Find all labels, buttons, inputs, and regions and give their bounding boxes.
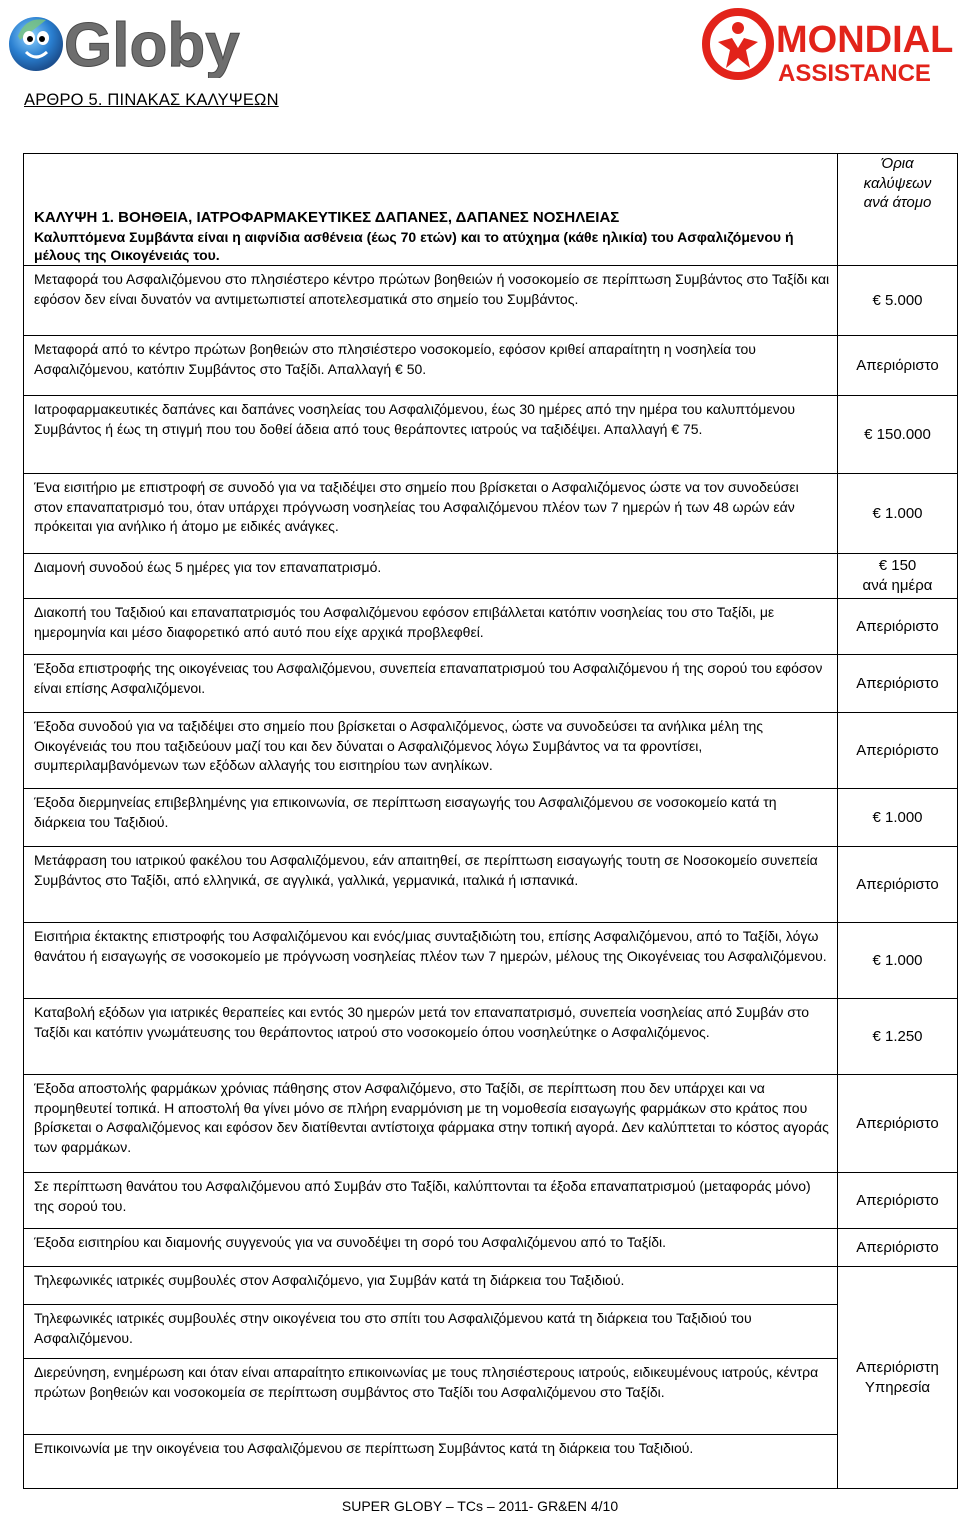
service-row (24, 1267, 958, 1305)
limit-value: Απεριόριστο (856, 674, 939, 692)
limit-value: Απεριόριστο (856, 1191, 939, 1209)
table-row (24, 655, 958, 713)
table-row (24, 266, 958, 336)
service-item-text: Τηλεφωνικές ιατρικές συμβουλές στην οικογένεια του στο σπίτι του Ασφαλιζόμενου κατά τη διάρκεια του Ταξιδιού του Ασφαλιζόμενου. (24, 1305, 838, 1359)
limits-header-cell (838, 154, 958, 266)
coverage-item-text: Έξοδα συνοδού για να ταξιδέψει στο σημείο που βρίσκεται ο Ασφαλιζόμενος, ώστε να συνοδεύσει τα ανήλικα μέλη της Οικογένειάς του που ταξιδεύουν μαζί του και δεν δύναται ο Ασφαλιζόμενος λόγω Συμβάντος να τα φροντίσει, συμπεριλαμβανόμενων των εξόδων αλλαγής του εισιτηρίου των ανηλίκων. (24, 713, 838, 789)
svg-text:MONDIAL: MONDIAL (776, 19, 954, 61)
service-row (24, 1359, 958, 1435)
limit-value: € 1.000 (872, 808, 923, 826)
table-row (24, 789, 958, 847)
coverage-item-text: Διαμονή συνοδού έως 5 ημέρες για τον επαναπατρισμό. (24, 554, 838, 599)
limit-unit: ανά ημέρα (862, 577, 933, 594)
table-row (24, 474, 958, 554)
limit-value: € 1.000 (872, 504, 923, 522)
coverage-description-cell (24, 154, 838, 266)
coverage-item-text: Καταβολή εξόδων για ιατρικές θεραπείες και εντός 30 ημερών μετά τον επαναπατρισμό, συνεπεία νοσηλείας από Συμβάν στο Ταξίδι και κατόπιν γνωμάτευσης του θεράποντος ιατρού στο νοσοκομείο όπου νοσηλεύτηκε ο Ασφαλιζόμενος. (24, 999, 838, 1075)
svg-text:ASSISTANCE: ASSISTANCE (778, 60, 931, 86)
limit-value: € 5.000 (872, 291, 923, 309)
coverage-item-limit (838, 474, 958, 554)
coverage-item-text: Σε περίπτωση θανάτου του Ασφαλιζόμενου από Συμβάν στο Ταξίδι, καλύπτονται τα έξοδα επαναπατρισμού (μεταφοράς μόνο) της σορού του. (24, 1173, 838, 1229)
coverage-item-text: Έξοδα επιστροφής της οικογένειας του Ασφαλιζόμενου, συνεπεία επαναπατρισμού του Ασφαλιζόμενου ή της σορού του εφόσον είναι επίσης Ασφαλιζόμενοι. (24, 655, 838, 713)
mondial-assistance-logo (700, 6, 958, 86)
coverage-item-limit (838, 923, 958, 999)
coverage-item-limit (838, 266, 958, 336)
coverage-table (23, 153, 958, 1489)
coverage-item-text: Έξοδα εισιτηρίου και διαμονής συγγενούς για να συνοδέψει τη σορό του Ασφαλιζόμενου από το Ταξίδι. (24, 1229, 838, 1267)
coverage-item-limit (838, 554, 958, 599)
coverage-item-limit (838, 655, 958, 713)
service-row (24, 1435, 958, 1489)
coverage-item-text: Μετάφραση του ιατρικού φακέλου του Ασφαλιζόμενου, εάν απαιτηθεί, σε περίπτωση εισαγωγής τουτη σε Νοσοκομείο συνεπεία Συμβάντος στο Ταξίδι, από ελληνικά, σε αγγλικά, γαλλικά, γερμανικά, ιταλικά ή ισπανικά. (24, 847, 838, 923)
table-row (24, 336, 958, 396)
page-footer: SUPER GLOBY – TCs – 2011- GR&EN 4/10 (341, 1498, 619, 1514)
limit-value: € 1.000 (872, 951, 923, 969)
mondial-emblem-icon (706, 12, 770, 76)
limit-value: € 150 (878, 557, 917, 574)
service-limit-line: Υπηρεσία (864, 1378, 931, 1396)
table-row (24, 923, 958, 999)
table-header-row (24, 154, 958, 266)
coverage-item-text: Ένα εισιτήριο με επιστροφή σε συνοδό για να ταξιδέψει στο σημείο που βρίσκεται ο Ασφαλιζόμενος ώστε να τον συνοδεύσει στον επαναπατρισμό του, όταν υπάρχει πρόγνωση νοσηλείας του Ασφαλιζόμενου πλέον των 7 ημερών ή των 48 ωρών εάν πρόκειται για ανήλικο ή άτομο με ειδικές ανάγκες. (24, 474, 838, 554)
coverage-item-limit (838, 1229, 958, 1267)
table-row (24, 1173, 958, 1229)
table-row (24, 1229, 958, 1267)
service-item-text: Διερεύνηση, ενημέρωση και όταν είναι απαραίτητο επικοινωνίας με τους πλησιέστερους ιατρούς, ειδικευμένους ιατρούς, κέντρα πρώτων βοηθειών και νοσοκομεία σε περίπτωση συμβάντος στο Ταξίδι του Ασφαλιζόμενου στο Ταξίδι. (24, 1359, 838, 1435)
service-limit-line: Απεριόριστη (856, 1358, 939, 1376)
table-row (24, 599, 958, 655)
limit-value: € 1.250 (872, 1027, 923, 1045)
globy-logo (6, 6, 266, 78)
service-item-text: Τηλεφωνικές ιατρικές συμβουλές στον Ασφαλιζόμενο, για Συμβάν κατά τη διάρκεια του Ταξιδιού. (24, 1267, 838, 1305)
service-item-text: Επικοινωνία με την οικογένεια του Ασφαλιζόμενου σε περίπτωση Συμβάντος κατά τη διάρκεια του Ταξιδιού. (24, 1435, 838, 1489)
coverage-intro: Καλυπτόμενα Συμβάντα είναι η αιφνίδια ασθένεια (έως 70 ετών) και το ατύχημα (κάθε ηλικία) του Ασφαλιζόμενου ή μέλους της Οικογένειάς του. (34, 229, 794, 263)
limits-header: Όρια καλύψεων ανά άτομο (863, 155, 932, 211)
table-row (24, 1075, 958, 1173)
coverage-item-text: Έξοδα διερμηνείας επιβεβλημένης για επικοινωνία, σε περίπτωση εισαγωγής του Ασφαλιζόμενου σε νοσοκομείο κατά τη διάρκεια του Ταξιδιού. (24, 789, 838, 847)
coverage-item-limit (838, 599, 958, 655)
limit-value: Απεριόριστο (856, 356, 939, 374)
coverage-item-limit (838, 847, 958, 923)
table-row (24, 999, 958, 1075)
limit-value: Απεριόριστο (856, 741, 939, 759)
coverage-item-text: Μεταφορά από το κέντρο πρώτων βοηθειών στο πλησιέστερο νοσοκομείο, εφόσον κριθεί απαραίτητη η νοσηλεία του Ασφαλιζόμενου, κατόπιν Συμβάντος στο Ταξίδι. Απαλλαγή € 50. (24, 336, 838, 396)
limit-value: Απεριόριστο (856, 1238, 939, 1256)
limit-value: Απεριόριστο (856, 875, 939, 893)
coverage-item-text: Εισιτήρια έκτακτης επιστροφής του Ασφαλιζόμενου και ενός/μιας συνταξιδιώτη του, επίσης Ασφαλιζόμενου, από το Ταξίδι, λόγω θανάτου ή εισαγωγής σε νοσοκομείο με πρόγνωση νοσηλείας πλέον των 7 ημερών, μέλους της Οικογένειας του Ασφαλιζόμενου. (24, 923, 838, 999)
coverage-item-limit (838, 396, 958, 474)
article-title: ΑΡΘΡΟ 5. ΠΙΝΑΚΑΣ ΚΑΛΥΨΕΩΝ (24, 91, 279, 109)
limit-value: Απεριόριστο (856, 617, 939, 635)
limit-value: Απεριόριστο (856, 1114, 939, 1132)
table-row (24, 554, 958, 599)
service-row (24, 1305, 958, 1359)
coverage-item-limit (838, 999, 958, 1075)
coverage-item-text: Μεταφορά του Ασφαλιζόμενου στο πλησιέστερο κέντρο πρώτων βοηθειών ή νοσοκομείο σε περίπτωση Συμβάντος στο Ταξίδι και εφόσον δεν είναι δυνατόν να αντιμετωπιστεί αποτελεσματικά στο σημείο του Συμβάντος. (24, 266, 838, 336)
coverage-item-limit (838, 1075, 958, 1173)
svg-text:Globy: Globy (64, 11, 240, 78)
limit-value: € 150.000 (864, 425, 931, 443)
coverage-item-text: Διακοπή του Ταξιδιού και επαναπατρισμός του Ασφαλιζόμενου εφόσον επιβάλλεται κατόπιν νοσηλείας του στο Ταξίδι, με ημερομηνία και μέσο διαφορετικό από αυτό που είχε αρχικά προβλεφθεί. (24, 599, 838, 655)
table-row (24, 847, 958, 923)
coverage-title: ΚΑΛΥΨΗ 1. ΒΟΗΘΕΙΑ, ΙΑΤΡΟΦΑΡΜΑΚΕΥΤΙΚΕΣ ΔΑΠΑΝΕΣ, ΔΑΠΑΝΕΣ ΝΟΣΗΛΕΙΑΣ (34, 209, 620, 226)
coverage-item-limit (838, 1173, 958, 1229)
coverage-item-text: Ιατροφαρμακευτικές δαπάνες και δαπάνες νοσηλείας του Ασφαλιζόμενου, έως 30 ημέρες από την ημέρα του καλυπτόμενου Συμβάντος ή έως τη στιγμή που του δοθεί άδεια από τους θεράποντες ιατρούς να ταξιδέψει. Απαλλαγή € 75. (24, 396, 838, 474)
coverage-item-limit (838, 336, 958, 396)
coverage-item-limit (838, 789, 958, 847)
coverage-item-limit (838, 713, 958, 789)
coverage-item-text: Έξοδα αποστολής φαρμάκων χρόνιας πάθησης στον Ασφαλιζόμενο, στο Ταξίδι, σε περίπτωση που δεν υπάρχει και να προμηθευτεί τοπικά. Η αποστολή θα γίνει μόνο σε πλήρη εναρμόνιση με τη νομοθεσία εισαγωγής φαρμάκων στο κράτος που βρίσκεται ο Ασφαλιζόμενος και εφόσον δεν διατίθενται αντίστοιχα φάρμακα στην τοπική αγορά. Δεν καλύπτεται το κόστος αγοράς των φαρμάκων. (24, 1075, 838, 1173)
table-row (24, 396, 958, 474)
table-row (24, 713, 958, 789)
service-limit (838, 1267, 958, 1489)
